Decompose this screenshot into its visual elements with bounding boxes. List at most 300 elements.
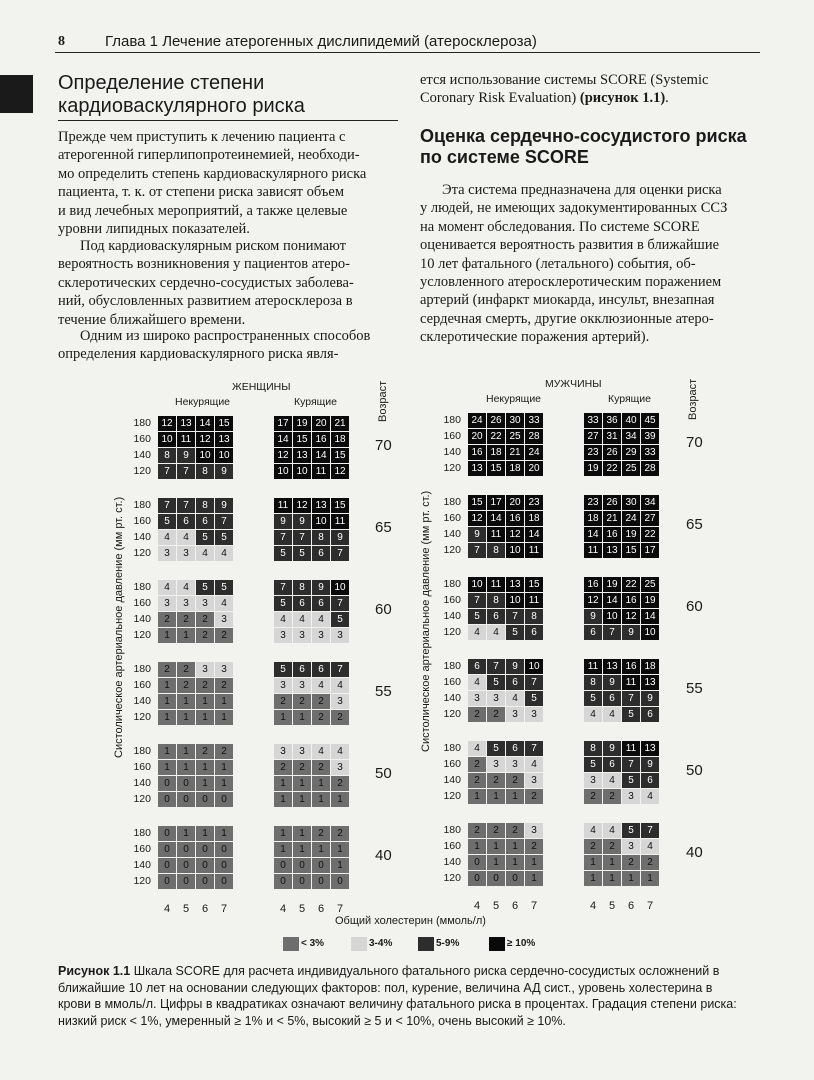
age-label: 60 [686,598,703,615]
risk-cell: 20 [525,461,544,477]
risk-cell: 1 [468,789,487,805]
grid-row-sbp-160 [584,429,660,445]
risk-cell: 3 [177,546,196,562]
risk-cell: 5 [293,546,312,562]
risk-cell: 2 [487,773,506,789]
grid-row-sbp-160 [158,842,234,858]
risk-cell: 7 [525,675,544,691]
risk-cell: 4 [215,596,234,612]
risk-cell: 10 [603,609,622,625]
risk-cell: 3 [525,823,544,839]
women-nonsmoker-grid-age-50 [157,743,234,808]
grid-row-sbp-140 [468,609,544,625]
risk-cell: 6 [603,691,622,707]
grid-row-sbp-140 [158,858,234,874]
risk-cell: 1 [506,839,525,855]
risk-cell: 1 [293,826,312,842]
grid-row-sbp-180 [468,577,544,593]
women-nonsmoker-grid-age-60 [157,579,234,644]
sbp-tick-label: 160 [133,679,151,691]
women-smoker-label: Курящие [294,396,337,408]
section-heading-left: Определение степени кардиоваскулярного риска [58,72,305,117]
section-tab-marker [0,75,33,113]
grid-row-sbp-160 [158,432,234,448]
risk-cell: 9 [312,580,331,596]
risk-cell: 8 [487,543,506,559]
risk-cell: 3 [196,596,215,612]
risk-cell: 8 [312,530,331,546]
grid-row-sbp-120 [468,871,544,887]
risk-cell: 4 [274,612,293,628]
grid-row-sbp-120 [584,461,660,477]
risk-cell: 3 [331,694,350,710]
grid-row-sbp-180 [584,659,660,675]
risk-cell: 5 [487,675,506,691]
risk-cell: 6 [177,514,196,530]
grid-row-sbp-140 [274,694,350,710]
risk-cell: 5 [215,530,234,546]
risk-cell: 8 [158,448,177,464]
risk-cell: 33 [641,445,660,461]
risk-cell: 3 [312,628,331,644]
risk-cell: 12 [584,593,603,609]
risk-cell: 2 [177,612,196,628]
risk-cell: 8 [525,609,544,625]
risk-cell: 14 [487,511,506,527]
grid-row-sbp-140 [468,445,544,461]
grid-row-sbp-120 [158,710,234,726]
risk-cell: 14 [196,416,215,432]
risk-cell: 17 [487,495,506,511]
risk-cell: 1 [312,842,331,858]
header-rule [55,52,760,53]
grid-row-sbp-180 [274,498,350,514]
grid-row-sbp-180 [274,580,350,596]
sbp-tick-label: 180 [443,824,461,836]
men-smoker-grid-age-70 [583,412,660,477]
risk-cell: 19 [641,593,660,609]
risk-cell: 1 [506,855,525,871]
risk-cell: 5 [487,741,506,757]
risk-cell: 2 [584,839,603,855]
risk-cell: 20 [468,429,487,445]
risk-cell: 7 [331,596,350,612]
risk-cell: 26 [487,413,506,429]
grid-row-sbp-140 [158,612,234,628]
grid-row-sbp-160 [158,596,234,612]
risk-cell: 2 [641,855,660,871]
risk-cell: 3 [487,757,506,773]
risk-cell: 0 [293,858,312,874]
risk-cell: 1 [196,776,215,792]
grid-row-sbp-140 [584,527,660,543]
risk-cell: 14 [641,609,660,625]
risk-cell: 0 [158,776,177,792]
risk-cell: 4 [215,546,234,562]
risk-cell: 10 [331,580,350,596]
risk-cell: 9 [584,609,603,625]
risk-cell: 0 [177,858,196,874]
risk-cell: 10 [506,593,525,609]
risk-cell: 5 [506,625,525,641]
risk-cell: 1 [158,710,177,726]
risk-cell: 4 [312,678,331,694]
risk-cell: 2 [196,628,215,644]
risk-cell: 5 [215,580,234,596]
risk-cell: 0 [196,874,215,890]
risk-cell: 7 [274,580,293,596]
risk-cell: 1 [274,792,293,808]
risk-cell: 7 [622,757,641,773]
grid-row-sbp-120 [468,461,544,477]
sbp-tick-label: 120 [443,872,461,884]
risk-cell: 25 [506,429,525,445]
risk-cell: 10 [293,464,312,480]
risk-cell: 23 [584,495,603,511]
risk-cell: 1 [641,871,660,887]
risk-cell: 0 [468,855,487,871]
grid-row-sbp-140 [158,530,234,546]
risk-cell: 33 [584,413,603,429]
women-nonsmoker-grid-age-65 [157,497,234,562]
risk-cell: 1 [215,776,234,792]
risk-cell: 1 [525,855,544,871]
sbp-tick-label: 180 [443,414,461,426]
risk-cell: 16 [622,593,641,609]
risk-cell: 2 [525,789,544,805]
grid-row-sbp-140 [274,530,350,546]
grid-row-sbp-180 [584,823,660,839]
men-nonsmoker-grid-age-60 [467,576,544,641]
risk-cell: 9 [274,514,293,530]
risk-cell: 8 [584,741,603,757]
risk-cell: 10 [196,448,215,464]
risk-cell: 1 [584,871,603,887]
sbp-tick-label: 160 [443,758,461,770]
risk-cell: 26 [603,445,622,461]
risk-cell: 24 [525,445,544,461]
risk-cell: 11 [622,675,641,691]
risk-cell: 6 [312,662,331,678]
risk-cell: 7 [274,530,293,546]
risk-cell: 5 [468,609,487,625]
risk-cell: 9 [468,527,487,543]
risk-cell: 4 [196,546,215,562]
risk-cell: 4 [584,707,603,723]
risk-cell: 15 [331,448,350,464]
risk-cell: 1 [196,760,215,776]
risk-cell: 1 [158,678,177,694]
risk-cell: 1 [293,776,312,792]
cholesterol-tick-label: 7 [530,900,538,912]
risk-cell: 27 [584,429,603,445]
grid-row-sbp-160 [274,596,350,612]
risk-cell: 21 [506,445,525,461]
risk-cell: 4 [293,612,312,628]
risk-cell: 12 [468,511,487,527]
risk-cell: 2 [603,789,622,805]
risk-cell: 6 [641,773,660,789]
sbp-tick-label: 120 [133,711,151,723]
risk-cell: 3 [525,773,544,789]
sbp-tick-label: 120 [443,544,461,556]
sbp-tick-label: 160 [443,676,461,688]
grid-row-sbp-180 [274,826,350,842]
sbp-tick-label: 120 [133,465,151,477]
sbp-tick-label: 180 [133,745,151,757]
x-axis-label: Общий холестерин (ммоль/л) [335,915,486,927]
risk-cell: 25 [622,461,641,477]
risk-cell: 14 [584,527,603,543]
grid-row-sbp-120 [158,874,234,890]
risk-cell: 5 [274,546,293,562]
risk-cell: 1 [293,842,312,858]
grid-row-sbp-160 [274,514,350,530]
grid-row-sbp-120 [274,710,350,726]
grid-row-sbp-120 [468,789,544,805]
risk-cell: 10 [312,514,331,530]
sbp-tick-label: 120 [133,875,151,887]
risk-cell: 4 [331,744,350,760]
risk-cell: 13 [506,577,525,593]
grid-row-sbp-140 [274,448,350,464]
running-header: Глава 1 Лечение атерогенных дислипидемий (атеросклероза) [105,33,537,50]
grid-row-sbp-160 [468,429,544,445]
risk-cell: 22 [487,429,506,445]
risk-cell: 6 [487,609,506,625]
sbp-tick-label: 120 [133,547,151,559]
risk-cell: 0 [196,792,215,808]
risk-cell: 6 [293,596,312,612]
risk-cell: 3 [506,757,525,773]
cholesterol-tick-label: 6 [627,900,635,912]
grid-row-sbp-140 [468,855,544,871]
risk-cell: 14 [274,432,293,448]
grid-row-sbp-140 [468,773,544,789]
sbp-tick-label: 140 [443,774,461,786]
sbp-tick-label: 140 [443,446,461,458]
grid-row-sbp-180 [468,823,544,839]
risk-cell: 3 [584,773,603,789]
risk-cell: 1 [487,839,506,855]
risk-cell: 2 [468,707,487,723]
legend-label: ≥ 10% [507,938,536,949]
risk-cell: 1 [487,789,506,805]
risk-cell: 0 [177,874,196,890]
left-paragraph-2: Под кардиоваскулярным риском понимают вероятность возникновения у пациентов атеро- склеротических сердечно-сосудистых заболева- ний, обусловленных развитием атеросклероза в течение ближайшего времени. [58,238,354,328]
risk-cell: 18 [641,659,660,675]
risk-cell: 12 [158,416,177,432]
grid-row-sbp-160 [468,511,544,527]
risk-cell: 40 [622,413,641,429]
risk-cell: 6 [584,625,603,641]
risk-cell: 7 [641,823,660,839]
risk-cell: 10 [641,625,660,641]
cholesterol-tick-label: 4 [473,900,481,912]
risk-cell: 3 [274,628,293,644]
grid-row-sbp-180 [584,577,660,593]
risk-cell: 1 [215,826,234,842]
legend-label: 3-4% [369,938,393,949]
grid-row-sbp-120 [584,871,660,887]
men-nonsmoker-label: Некурящие [486,393,542,405]
risk-cell: 28 [641,461,660,477]
risk-cell: 15 [293,432,312,448]
risk-cell: 20 [506,495,525,511]
men-smoker-grid-age-55 [583,658,660,723]
risk-cell: 16 [506,511,525,527]
risk-cell: 7 [293,530,312,546]
risk-cell: 1 [177,628,196,644]
sbp-tick-label: 120 [133,629,151,641]
risk-cell: 1 [603,855,622,871]
risk-cell: 8 [584,675,603,691]
risk-cell: 6 [293,662,312,678]
risk-cell: 30 [622,495,641,511]
risk-cell: 7 [158,498,177,514]
age-label: 40 [375,847,392,864]
sbp-tick-label: 140 [133,695,151,707]
risk-cell: 0 [177,776,196,792]
grid-row-sbp-120 [158,464,234,480]
risk-cell: 18 [525,511,544,527]
risk-cell: 2 [293,694,312,710]
grid-row-sbp-120 [274,792,350,808]
risk-cell: 3 [487,691,506,707]
risk-cell: 4 [312,612,331,628]
grid-row-sbp-140 [274,858,350,874]
grid-row-sbp-120 [584,625,660,641]
risk-cell: 6 [312,546,331,562]
grid-row-sbp-140 [158,448,234,464]
risk-cell: 3 [274,744,293,760]
sbp-tick-label: 180 [133,827,151,839]
cholesterol-tick-label: 6 [511,900,519,912]
risk-cell: 1 [468,839,487,855]
risk-cell: 2 [468,773,487,789]
women-nonsmoker-grid-age-55 [157,661,234,726]
grid-row-sbp-120 [468,625,544,641]
risk-cell: 26 [603,495,622,511]
right-paragraph-0: ется использование системы SCORE (Systemic Coronary Risk Evaluation) (рисунок 1.1). [420,72,709,107]
risk-cell: 2 [468,823,487,839]
risk-cell: 3 [158,596,177,612]
risk-cell: 4 [603,707,622,723]
cholesterol-tick-label: 5 [492,900,500,912]
risk-cell: 11 [312,464,331,480]
risk-cell: 0 [215,792,234,808]
sbp-tick-label: 140 [443,528,461,540]
risk-cell: 7 [177,464,196,480]
risk-cell: 1 [312,776,331,792]
grid-row-sbp-160 [584,839,660,855]
risk-cell: 11 [525,543,544,559]
risk-cell: 12 [196,432,215,448]
risk-cell: 9 [506,659,525,675]
risk-cell: 5 [622,707,641,723]
risk-cell: 9 [215,464,234,480]
sbp-tick-label: 120 [443,708,461,720]
grid-row-sbp-120 [158,546,234,562]
age-label: 50 [686,762,703,779]
risk-cell: 1 [584,855,603,871]
risk-cell: 22 [603,461,622,477]
risk-cell: 24 [622,511,641,527]
risk-cell: 7 [487,659,506,675]
risk-cell: 1 [177,710,196,726]
risk-cell: 2 [196,612,215,628]
risk-cell: 7 [506,609,525,625]
risk-cell: 3 [215,612,234,628]
risk-cell: 19 [584,461,603,477]
grid-row-sbp-120 [584,707,660,723]
age-label: 70 [686,434,703,451]
risk-cell: 11 [177,432,196,448]
age-label: 55 [686,680,703,697]
risk-cell: 7 [468,543,487,559]
risk-cell: 9 [215,498,234,514]
sbp-tick-label: 140 [443,610,461,622]
risk-cell: 4 [177,530,196,546]
cholesterol-tick-label: 7 [220,903,228,915]
grid-row-sbp-180 [274,662,350,678]
risk-cell: 25 [641,577,660,593]
risk-cell: 2 [468,757,487,773]
risk-cell: 16 [312,432,331,448]
cholesterol-tick-label: 4 [589,900,597,912]
risk-cell: 6 [525,625,544,641]
women-smoker-grid-age-55 [273,661,350,726]
age-label: 65 [375,519,392,536]
risk-cell: 15 [525,577,544,593]
men-y-label: Систолическое артериальное давление (мм рт. ст.) [420,490,432,752]
risk-cell: 2 [177,662,196,678]
grid-row-sbp-140 [584,609,660,625]
women-smoker-grid-age-65 [273,497,350,562]
risk-cell: 5 [274,596,293,612]
risk-cell: 3 [506,707,525,723]
risk-cell: 22 [641,527,660,543]
risk-cell: 13 [641,675,660,691]
grid-row-sbp-120 [158,792,234,808]
sbp-tick-label: 160 [133,433,151,445]
risk-cell: 0 [468,871,487,887]
risk-cell: 36 [603,413,622,429]
risk-cell: 6 [641,707,660,723]
risk-cell: 3 [293,628,312,644]
risk-cell: 19 [622,527,641,543]
risk-cell: 2 [158,662,177,678]
risk-cell: 10 [274,464,293,480]
risk-cell: 9 [622,625,641,641]
sbp-tick-label: 140 [133,777,151,789]
risk-cell: 45 [641,413,660,429]
grid-row-sbp-120 [468,543,544,559]
risk-cell: 4 [603,773,622,789]
grid-row-sbp-120 [274,464,350,480]
risk-cell: 14 [312,448,331,464]
women-smoker-grid-age-40 [273,825,350,890]
sbp-tick-label: 160 [443,840,461,852]
risk-cell: 10 [506,543,525,559]
women-smoker-grid-age-50 [273,743,350,808]
risk-cell: 2 [487,707,506,723]
risk-cell: 1 [312,792,331,808]
grid-row-sbp-180 [584,495,660,511]
risk-cell: 12 [622,609,641,625]
risk-cell: 1 [293,710,312,726]
risk-cell: 3 [331,628,350,644]
